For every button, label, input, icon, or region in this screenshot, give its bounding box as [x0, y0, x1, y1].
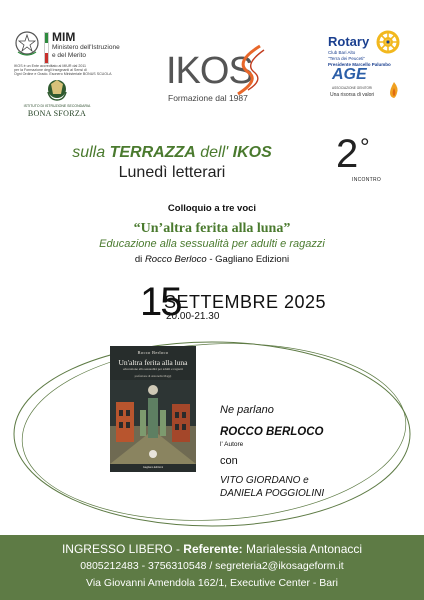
event-month-year: SETTEMBRE 2025 — [164, 292, 327, 312]
mim-accreditation: IKOS è un Ente accreditato al MIUR dal 2011 per la Formazione degli Insegnanti ai Sensi di Ogni Ordine e Grado. Esonero Ministeriale BONUS SCUOLA — [14, 64, 112, 77]
decorative-oval — [0, 334, 424, 534]
bona-institute-label: ISTITUTO DI ISTRUZIONE SECONDARIA — [23, 104, 91, 108]
age-logo — [326, 66, 406, 106]
speaker-main: ROCCO BERLOCO — [220, 426, 324, 438]
speakers-intro: Ne parlano — [220, 404, 274, 416]
mim-logo — [14, 30, 154, 77]
bona-name: BONA SFORZA — [27, 109, 87, 118]
speaker-main-role: l' Autore — [220, 441, 244, 448]
mim-line-2: e del Merito — [52, 52, 86, 59]
ikos-logo — [166, 44, 266, 104]
author-line: di Rocco Berloco - Gagliano Edizioni — [134, 254, 290, 265]
edition-label: INCONTRO — [352, 177, 382, 183]
italian-emblem-icon — [14, 30, 40, 58]
cover-subtitle: educazione alla sessualità per adulti e ragazzi — [123, 367, 183, 371]
italian-flag-bar — [44, 32, 49, 64]
rotary-wordmark: Rotary — [328, 34, 370, 49]
age-association-label: ASSOCIAZIONE GENITORI — [332, 86, 373, 90]
cover-preface: prefazione di Antonella Maggi — [134, 374, 172, 378]
rotary-terra-line: "Terra dei Peuceti" — [328, 56, 365, 61]
edition-degree: ° — [360, 134, 370, 161]
age-wordmark: AGE — [332, 66, 367, 83]
colloquio-heading: Colloquio a tre voci — [167, 203, 257, 214]
series-subtitle: Lunedì letterari — [118, 164, 226, 181]
ikos-swirl-icon — [230, 44, 266, 96]
rotary-club-line: Club Bari Alto — [328, 50, 356, 55]
footer-bar — [0, 535, 424, 600]
age-tagline: Una risorsa di valori — [330, 92, 375, 98]
cover-author: Rocco Berloco — [137, 350, 169, 355]
edition-number: 2 — [336, 132, 359, 176]
event-time: 20.00-21.30 — [166, 311, 220, 322]
school-crest-icon — [44, 78, 70, 102]
mim-line-1: Ministero dell'Istruzione — [52, 44, 120, 51]
speaker-guest-2: DANIELA POGGIOLINI — [220, 488, 325, 499]
footer-address: Via Giovanni Amendola 162/1, Executive Center - Bari — [86, 577, 338, 589]
speaker-guest-1: VITO GIORDANO e — [220, 475, 309, 486]
event-day: 15 — [140, 280, 181, 324]
footer-ingresso-line: INGRESSO LIBERO - Referente: Marialessia Antonacci — [61, 542, 363, 556]
flame-icon — [388, 82, 400, 98]
mim-acronym: MIM — [52, 30, 76, 44]
cover-publisher: Gagliano Edizioni — [142, 466, 164, 469]
ikos-wordmark: IKOS — [166, 50, 253, 92]
rotary-wheel-icon — [376, 30, 400, 54]
book-title: “Un’altra ferita alla luna” — [133, 221, 291, 236]
speakers-con: con — [220, 455, 238, 467]
book-cover — [110, 346, 196, 472]
cover-illustration — [110, 380, 196, 464]
bona-sforza-logo — [22, 78, 92, 128]
footer-contacts: 0805212483 - 3756310548 / segreteria2@ikosageform.it — [80, 560, 344, 572]
rotary-president-line: Presidente Marcello Palumbo — [328, 62, 391, 67]
ikos-tagline: Formazione dal 1987 — [168, 93, 248, 103]
cover-title: Un'altra ferita alla luna — [118, 358, 188, 367]
book-subtitle: Educazione alla sessualità per adulti e ragazzi — [99, 238, 325, 250]
series-title: sulla TERRAZZA dell' IKOS — [72, 144, 272, 161]
